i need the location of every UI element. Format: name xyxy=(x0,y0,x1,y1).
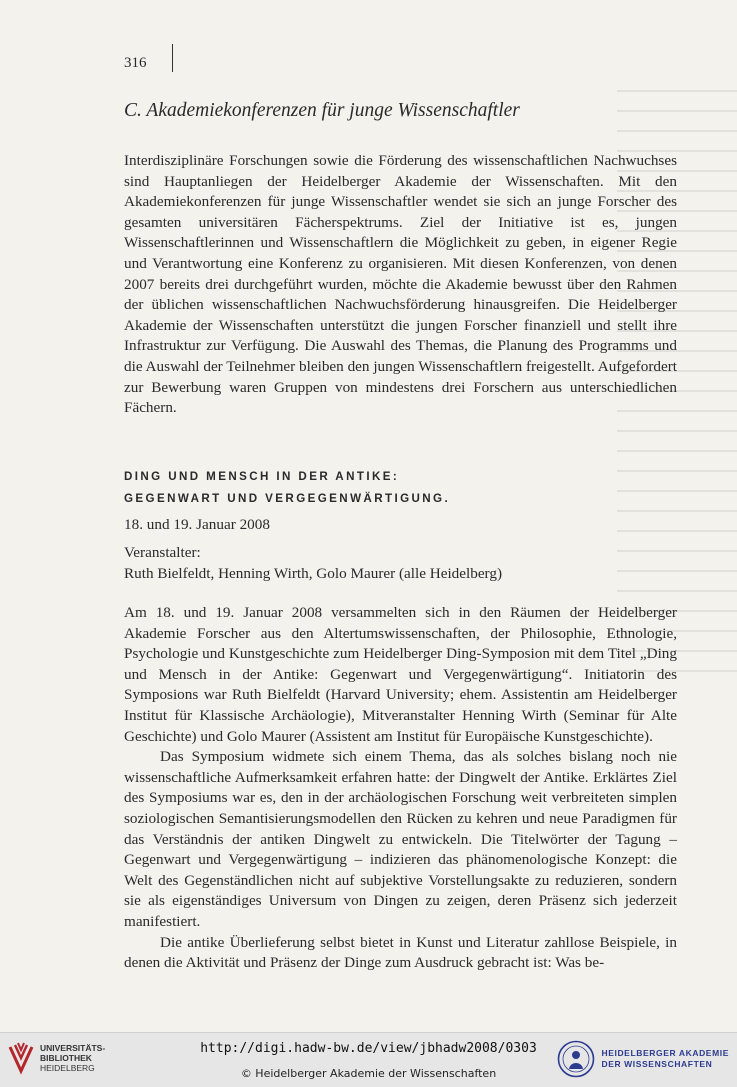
header-divider xyxy=(172,44,173,72)
body-text xyxy=(124,603,677,974)
body-paragraph-3: Die antike Überlieferung selbst bietet in Kunst und Literatur zahllose Beispiele, in denen die Aktivität und Präsenz der Dinge zum Ausdruck gebracht ist: Was be- xyxy=(124,933,677,972)
organizers-block xyxy=(124,543,677,584)
library-name-line-3: HEIDELBERG xyxy=(40,1063,95,1073)
conference-date: 18. und 19. Januar 2008 xyxy=(124,516,270,533)
page-number: 316 xyxy=(124,55,147,71)
academy-name xyxy=(601,1048,729,1070)
academy-name-line-1: HEIDELBERGER AKADEMIE xyxy=(601,1048,729,1058)
permalink-url[interactable]: http://digi.hadw-bw.de/view/jbhadw2008/0303 xyxy=(200,1041,537,1056)
copyright-notice: © Heidelberger Akademie der Wissenschaften xyxy=(240,1067,497,1080)
library-name-line-2: BIBLIOTHEK xyxy=(40,1053,92,1063)
conference-title-line-2: GEGENWART UND VERGEGENWÄRTIGUNG. xyxy=(124,492,451,505)
library-name-line-1: UNIVERSITÄTS- xyxy=(40,1043,106,1053)
body-paragraph-2: Das Symposium widmete sich einem Thema, das als solches bislang noch nie wissenschaftliche Aufmerksamkeit erfahren hatte: der Dingwelt der Antike. Erklärtes Ziel des Symposiums war es, den in der archäologischen Forschung weit verbreiteten simplen soziologischen Semantisierungsmodellen den Rücken zu kehren und neue Paradigmen für das Verständnis der antiken Dingwelt zu entwickeln. Die Titelwörter der Tagung – Gegenwart und Vergegenwärtigung – indizieren das phänomenologische Konzept: die Welt des Gegenständlichen nicht auf subjektive Vorstellungsakte zu reduzieren, sondern sie als eigenständiges Universum von Dingen zu zeigen, deren Präsenz sich jederzeit manifestiert. xyxy=(124,748,677,930)
viewer-footer xyxy=(0,1032,737,1087)
academy-logo[interactable] xyxy=(557,1040,729,1078)
academy-seal-icon xyxy=(557,1040,595,1078)
organizers-label: Veranstalter: xyxy=(124,544,201,561)
conference-date-block xyxy=(124,515,677,536)
body-paragraph-1: Am 18. und 19. Januar 2008 versammelten sich in den Räumen der Heidelberger Akademie Forscher aus den Altertumswissenschaften, der Philosophie, Ethnologie, Psychologie und Kunstgeschichte zum Heidelberger Ding-Symposion mit dem Titel „Ding und Mensch in der Antike: Gegenwart und Vergegenwärtigung“. Initiatorin des Symposions war Ruth Bielfeldt (Harvard University; ehem. Assistentin am Heidelberger Institut für Klassische Archäologie), Mitveranstalter Henning Wirth (Seminar für Alte Geschichte) und Golo Maurer (Assistent am Institut für Europäische Kunstgeschichte). xyxy=(124,604,677,745)
organizers-names: Ruth Bielfeldt, Henning Wirth, Golo Maurer (alle Heidelberg) xyxy=(124,564,502,582)
intro-paragraph: Interdisziplinäre Forschungen sowie die Förderung des wissenschaftlichen Nachwuchses sind Hauptanliegen der Heidelberger Akademie der Wissenschaften. Mit den Akademiekonferenzen für junge Wissenschaftler wendet sie sich an junge Forscher des gesamten universitären Fächerspektrums. Ziel der Initiative ist es, jungen Wissenschaftlerinnen und Wissenschaftlern die Möglichkeit zu geben, in eigener Regie und Verantwortung eine Konferenz zu organisieren. Mit diesen Konferenzen, von denen 2007 bereits drei durchgeführt wurden, möchte die Akademie bewusst über den Rahmen der üblichen wissenschaftlichen Nachwuchsförderung hinausgreifen. Die Heidelberger Akademie der Wissenschaften unterstützt die jungen Forscher finanziell und stellt ihre Infrastruktur zur Verfügung. Die Auswahl des Themas, die Planung des Programms und die Auswahl der Teilnehmer bleiben den jungen Wissenschaftlern freigestellt. Aufgefordert zur Bewerbung waren Gruppen von mindestens drei Forschern aus unterschiedlichen Fächern. xyxy=(124,152,677,417)
conference-title xyxy=(124,466,450,510)
conference-title-line-1: DING UND MENSCH IN DER ANTIKE: xyxy=(124,470,400,483)
intro-paragraph-block xyxy=(124,151,677,419)
section-title: C. Akademiekonferenzen für junge Wissenschaftler xyxy=(124,100,520,121)
academy-name-line-2: DER WISSENSCHAFTEN xyxy=(601,1059,713,1069)
